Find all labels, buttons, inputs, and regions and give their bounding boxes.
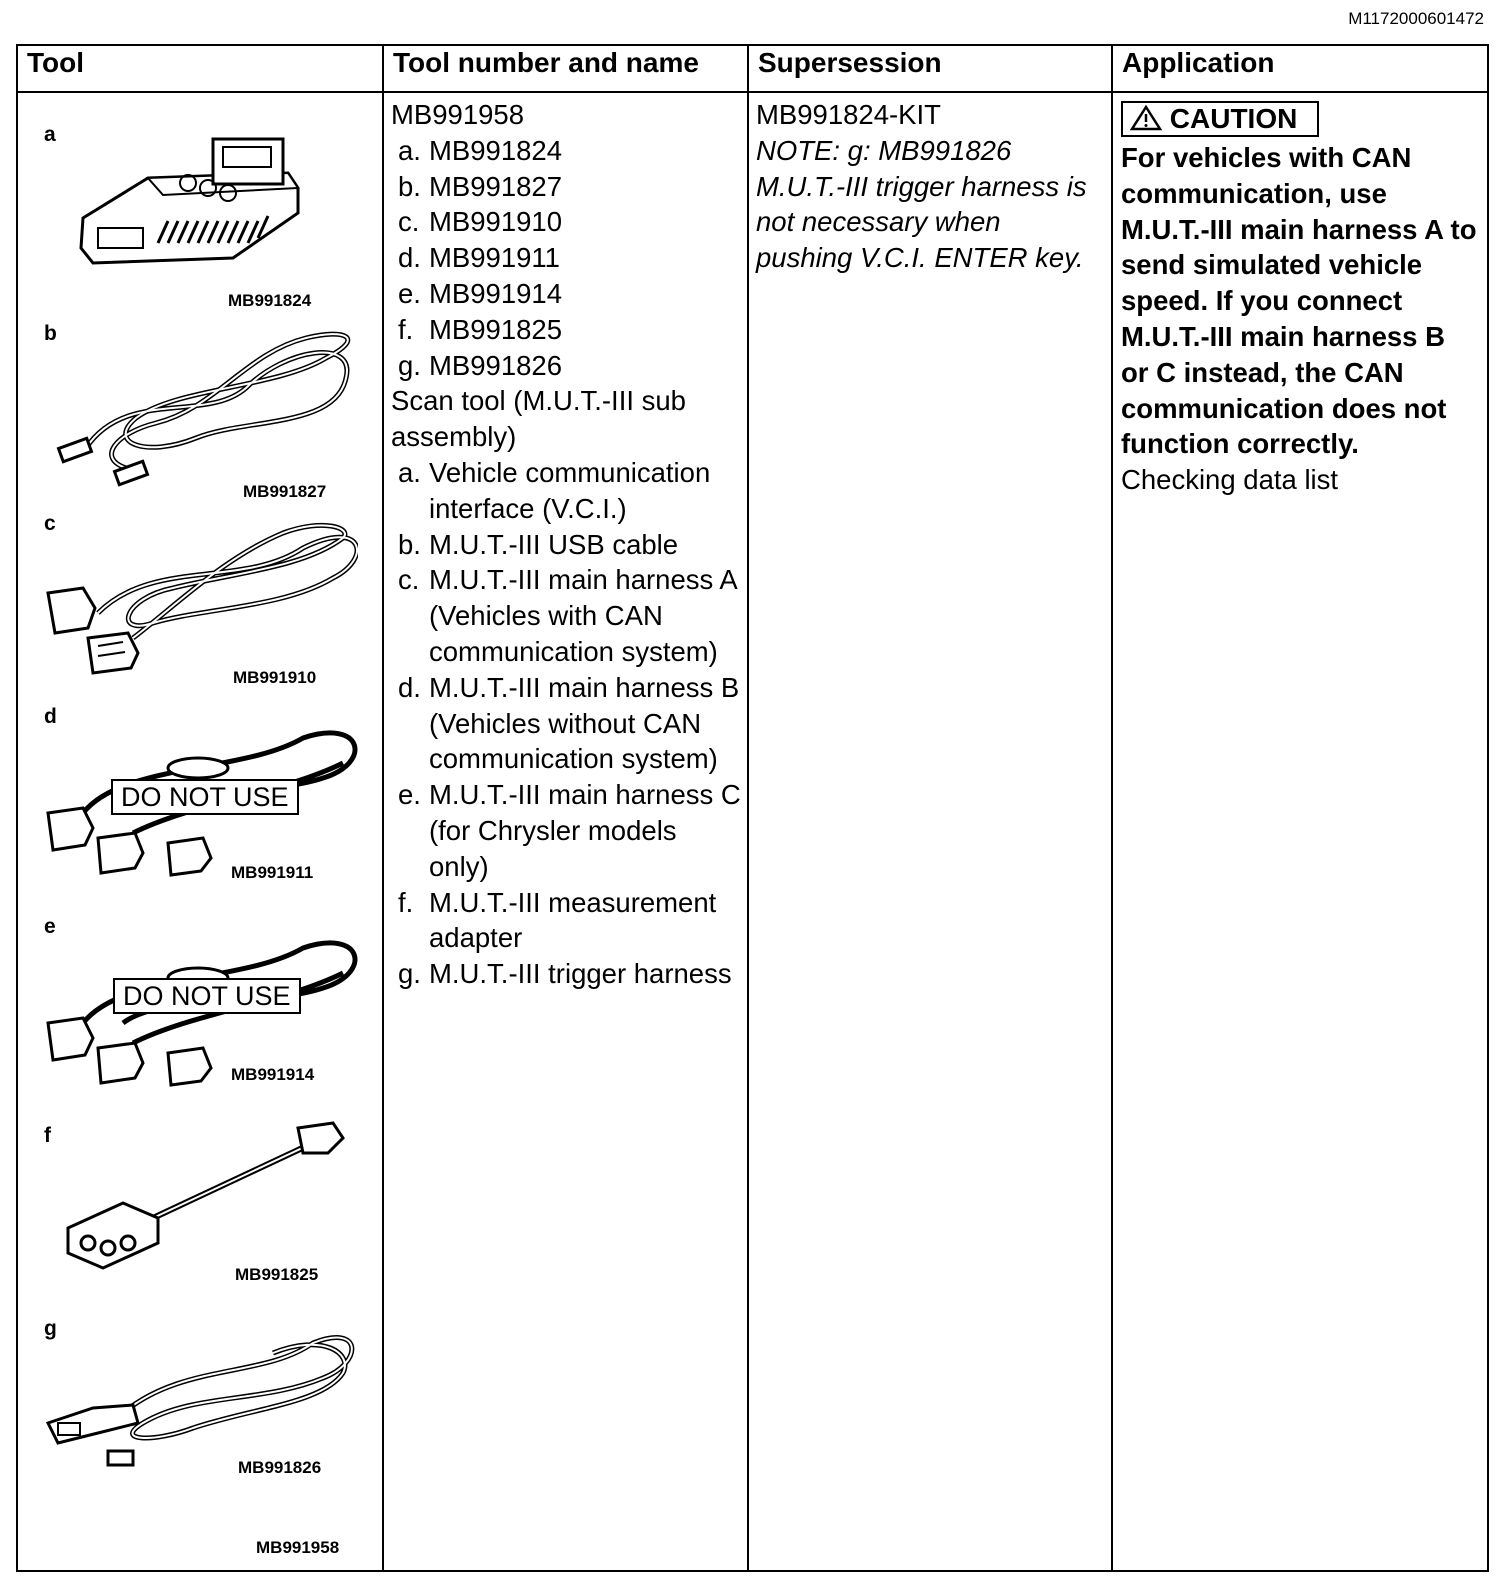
tool-letter: c [44,512,56,535]
tool-letter: b [44,322,57,345]
do-not-use-label: DO NOT USE [111,779,299,815]
list-item: e. M.U.T.-III main harness C (for Chrysler models only) [398,779,741,882]
list-item: c. M.U.T.-III main harness A (Vehicles with CAN communication system) [398,564,737,667]
supersession-note: NOTE: g: MB991826 M.U.T.-III trigger harness is not necessary when pushing V.C.I. ENTER key. [756,134,1087,274]
tool-illustrations-cell [17,92,383,1571]
tool-number-list [391,133,747,384]
warning-triangle-icon [1130,105,1162,131]
special-tools-table [16,44,1489,1572]
tool-number-and-name-cell [383,92,748,1571]
document-id: M1172000601472 [1348,9,1484,28]
list-item: d. M.U.T.-III main harness B (Vehicles without CAN communication system) [398,671,740,775]
tool-code: MB991910 [233,668,317,687]
list-item: b. MB991827 [398,170,563,202]
application-cell [1112,92,1488,1571]
tool-code: MB991824 [228,291,312,310]
tool-name: Scan tool (M.U.T.-III sub assembly) [391,385,686,453]
do-not-use-label: DO NOT USE [113,978,301,1014]
list-item: c. MB991910 [398,206,563,238]
vci-device-icon [73,133,303,273]
supersession-cell [748,92,1112,1571]
tool-c [18,508,380,703]
tool-f [18,1118,380,1318]
tool-code: MB991827 [243,482,327,501]
tool-letter: a [44,123,56,146]
list-item: d. MB991911 [398,242,560,274]
table-header-row [17,45,1488,92]
tool-d [18,703,380,898]
list-item: a. Vehicle communication interface (V.C.I.) [398,456,711,524]
caution-box [1121,101,1319,137]
tool-letter: f [44,1124,51,1147]
header-tool: Tool [17,45,383,92]
tool-code: MB991914 [231,1065,315,1084]
tool-code: MB991911 [231,863,314,882]
tool-a [18,93,380,313]
caution-label: CAUTION [1169,103,1298,134]
tool-b [18,318,380,508]
header-supersession: Supersession [748,45,1112,92]
table-row [17,92,1488,1571]
tool-name-list [391,455,747,992]
caution-text: For vehicles with CAN communication, use M.U.T.-III main harness A to send simulated vehicle speed. If you connect M.U.T.-III main harness B or C instead, the CAN communication does not function correctly. [1121,142,1477,460]
tool-letter: e [44,915,56,938]
list-item: a. MB991824 [398,134,563,166]
tool-code: MB991826 [238,1458,322,1477]
list-item: f. MB991825 [398,313,563,345]
tool-code: MB991825 [235,1265,319,1284]
supersession-kit: MB991824-KIT [756,99,941,130]
header-tool-number-and-name: Tool number and name [383,45,748,92]
list-item: b. M.U.T.-III USB cable [398,528,679,560]
tool-letter: d [44,705,57,728]
list-item: g. M.U.T.-III trigger harness [398,958,732,990]
kit-number: MB991958 [391,99,525,130]
tool-g [18,1313,380,1533]
header-application: Application [1112,45,1488,92]
kit-code: MB991958 [256,1538,340,1557]
tool-e [18,913,380,1113]
usb-cable-icon [46,328,356,488]
application-text: Checking data list [1121,464,1339,496]
main-harness-a-icon [43,518,358,678]
tool-letter: g [44,1317,57,1340]
list-item: e. MB991914 [398,277,563,309]
list-item: f. M.U.T.-III measurement adapter [398,886,717,954]
measurement-adapter-icon [63,1118,353,1278]
list-item: g. MB991826 [398,349,563,381]
